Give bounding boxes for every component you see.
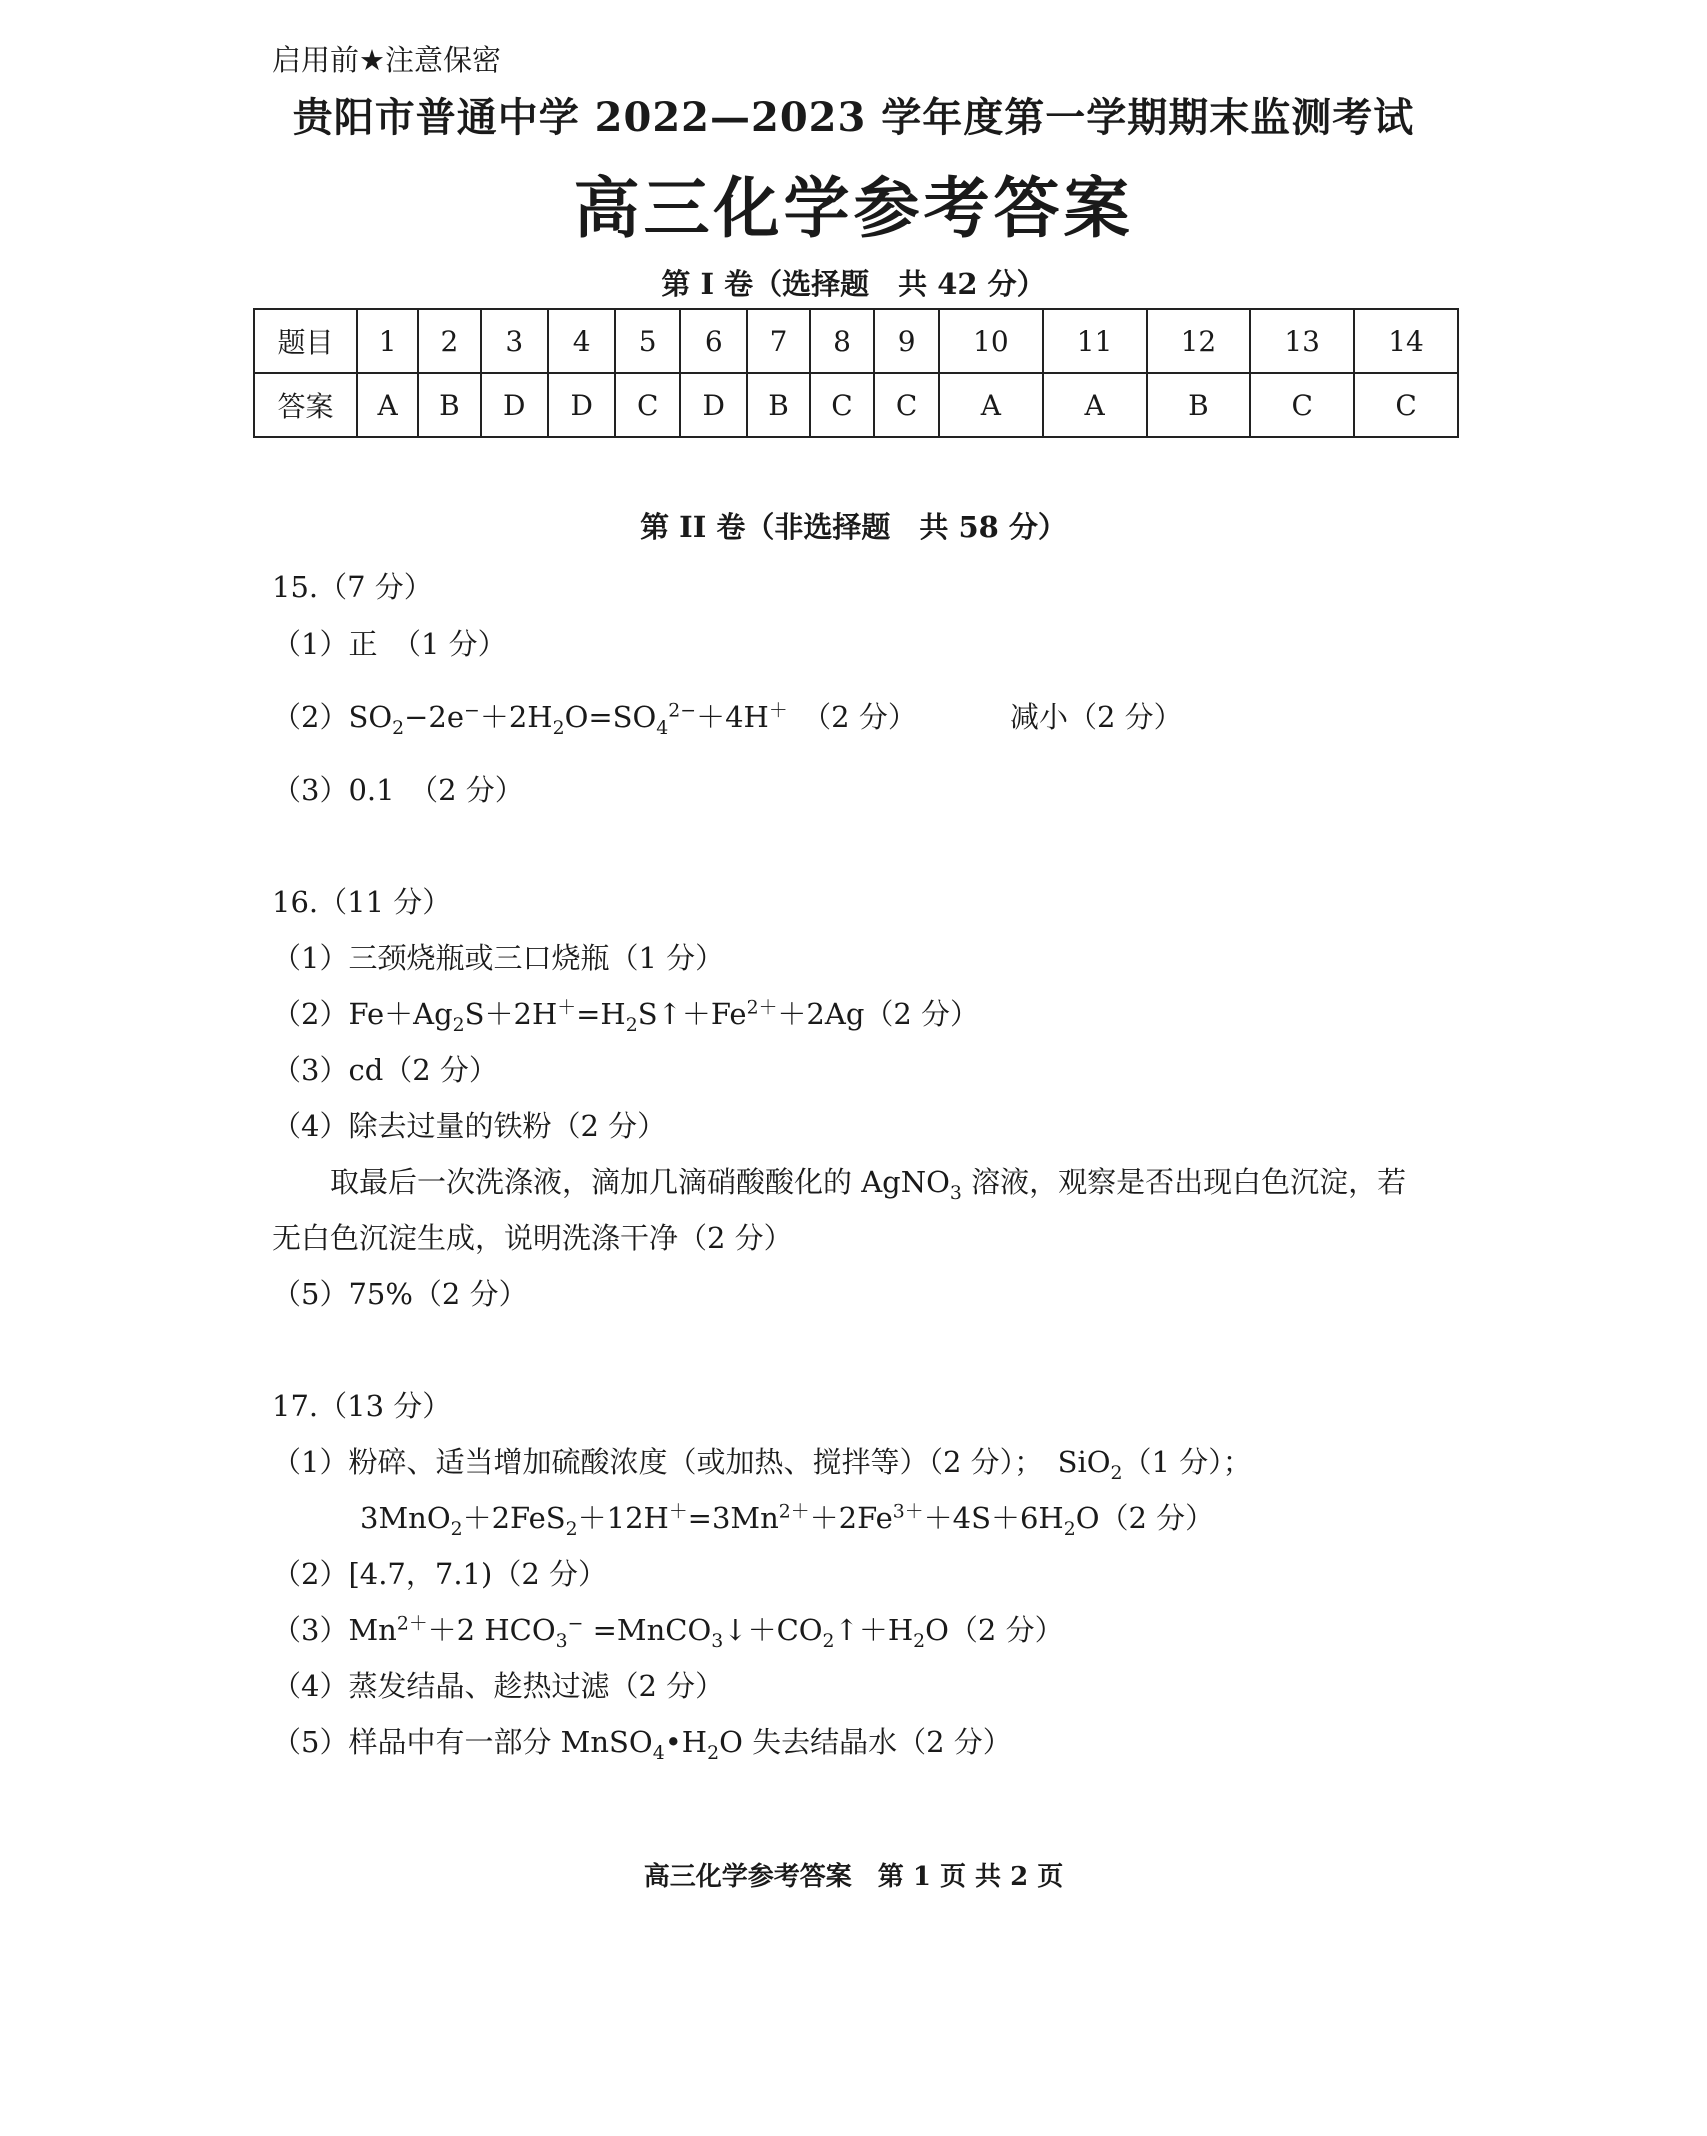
confidential-label: 启用前★注意保密 [272, 43, 501, 77]
q16-answer-1: （1）三颈烧瓶或三口烧瓶（1 分） [272, 941, 725, 975]
q16-answer-4b-pre: 取最后一次洗涤液，滴加几滴硝酸酸化的 AgNO [330, 1165, 950, 1199]
question-number: 5 [615, 309, 680, 373]
table-row-answers [254, 373, 1458, 437]
answer-cell: C [810, 373, 875, 437]
question-number: 13 [1250, 309, 1354, 373]
q17-answer-5: （5）样品中有一部分 $MnSO_4•H_2O$ 失去结晶水（2 分） [272, 1725, 1012, 1764]
question-number: 7 [747, 309, 809, 373]
q17-heading: 17.（13 分） [272, 1389, 452, 1423]
section2-heading: 第 II 卷（非选择题 共 58 分） [640, 510, 1067, 544]
q17-answer-4: （4）蒸发结晶、趁热过滤（2 分） [272, 1669, 725, 1703]
question-number: 11 [1043, 309, 1147, 373]
question-number: 8 [810, 309, 875, 373]
q15-answer-2: $(2)SO_2-2e^-+2H_2O=SO_4^{2-}+4H^+$ （2 分） [272, 700, 917, 739]
answer-cell: A [357, 373, 418, 437]
q16-answer-2: $(2)Fe+Ag_2S+2H^+=H_2S↑+Fe^{2+}+2Ag(2$ 分） [272, 997, 980, 1036]
question-number: 14 [1354, 309, 1458, 373]
answer-cell: A [1043, 373, 1147, 437]
q16-answer-4b-post: 溶液，观察是否出现白色沉淀，若 [961, 1165, 1407, 1199]
exam-title: 贵阳市普通中学 2022—2023 学年度第一学期期末监测考试 [292, 94, 1415, 141]
row-label: 答案 [254, 373, 357, 437]
question-number: 2 [418, 309, 480, 373]
q17-answer-1: （1）粉碎、适当增加硫酸浓度（或加热、搅拌等）（2 分）； SiO$_2$（1 分）； [272, 1445, 1252, 1484]
page-footer: 高三化学参考答案 第 1 页 共 2 页 [643, 1862, 1064, 1892]
page-title: 高三化学参考答案 [573, 169, 1134, 247]
answer-cell: C [1354, 373, 1458, 437]
q17-answer-1-equation: $3MnO_2+2FeS_2+12H^+=3Mn^{2+}+2Fe^{3+}+4S+6H_2O(2$ 分） [360, 1501, 1215, 1540]
section1-heading: 第 I 卷（选择题 共 42 分） [661, 267, 1046, 301]
q15-answer-3: （3）0.1 （2 分） [272, 773, 524, 807]
q17-answer-1-pre: （1）粉碎、适当增加硫酸浓度（或加热、搅拌等）（2 分）； SiO [272, 1445, 1111, 1479]
answer-table [253, 308, 1459, 438]
answer-cell: C [615, 373, 680, 437]
answer-cell: D [481, 373, 548, 437]
q16-answer-4: （4）除去过量的铁粉（2 分） [272, 1109, 667, 1143]
q17-answer-2: （2）[4.7，7.1)（2 分） [272, 1557, 607, 1591]
q15-heading: 15.（7 分） [272, 570, 433, 604]
q15-answer-2-score: （2 分） [816, 700, 917, 734]
question-number: 1 [357, 309, 418, 373]
row-label: 题目 [254, 309, 357, 373]
question-number: 4 [548, 309, 615, 373]
question-number: 6 [680, 309, 747, 373]
q16-answer-3: （3）cd（2 分） [272, 1053, 498, 1087]
answer-cell: B [1147, 373, 1251, 437]
question-number: 3 [481, 309, 548, 373]
q17-answer-3: $(3)Mn^{2+}+2$ $HCO_3^-$ $=MnCO_3↓+CO_2↑+H_2O(2$ 分） [272, 1613, 1064, 1652]
q17-answer-1-post: （1 分）； [1122, 1445, 1252, 1479]
answer-cell: D [680, 373, 747, 437]
question-number: 10 [939, 309, 1043, 373]
answer-cell: B [418, 373, 480, 437]
answer-cell: C [1250, 373, 1354, 437]
question-number: 9 [874, 309, 939, 373]
answer-cell: B [747, 373, 809, 437]
answer-cell: A [939, 373, 1043, 437]
table-row-numbers [254, 309, 1458, 373]
q16-answer-5: （5）75%（2 分） [272, 1277, 528, 1311]
question-number: 12 [1147, 309, 1251, 373]
answer-cell: D [548, 373, 615, 437]
answer-cell: C [874, 373, 939, 437]
q15-answer-1: （1）正 （1 分） [272, 627, 507, 661]
q15-answer-2-extra: 减小（2 分） [1010, 700, 1183, 734]
q16-heading: 16.（11 分） [272, 885, 452, 919]
q16-answer-4b-line2: 无白色沉淀生成，说明洗涤干净（2 分） [272, 1221, 793, 1255]
q16-answer-4b-line1: 取最后一次洗涤液，滴加几滴硝酸酸化的 AgNO$_3$ 溶液，观察是否出现白色沉淀，若 [330, 1165, 1407, 1204]
